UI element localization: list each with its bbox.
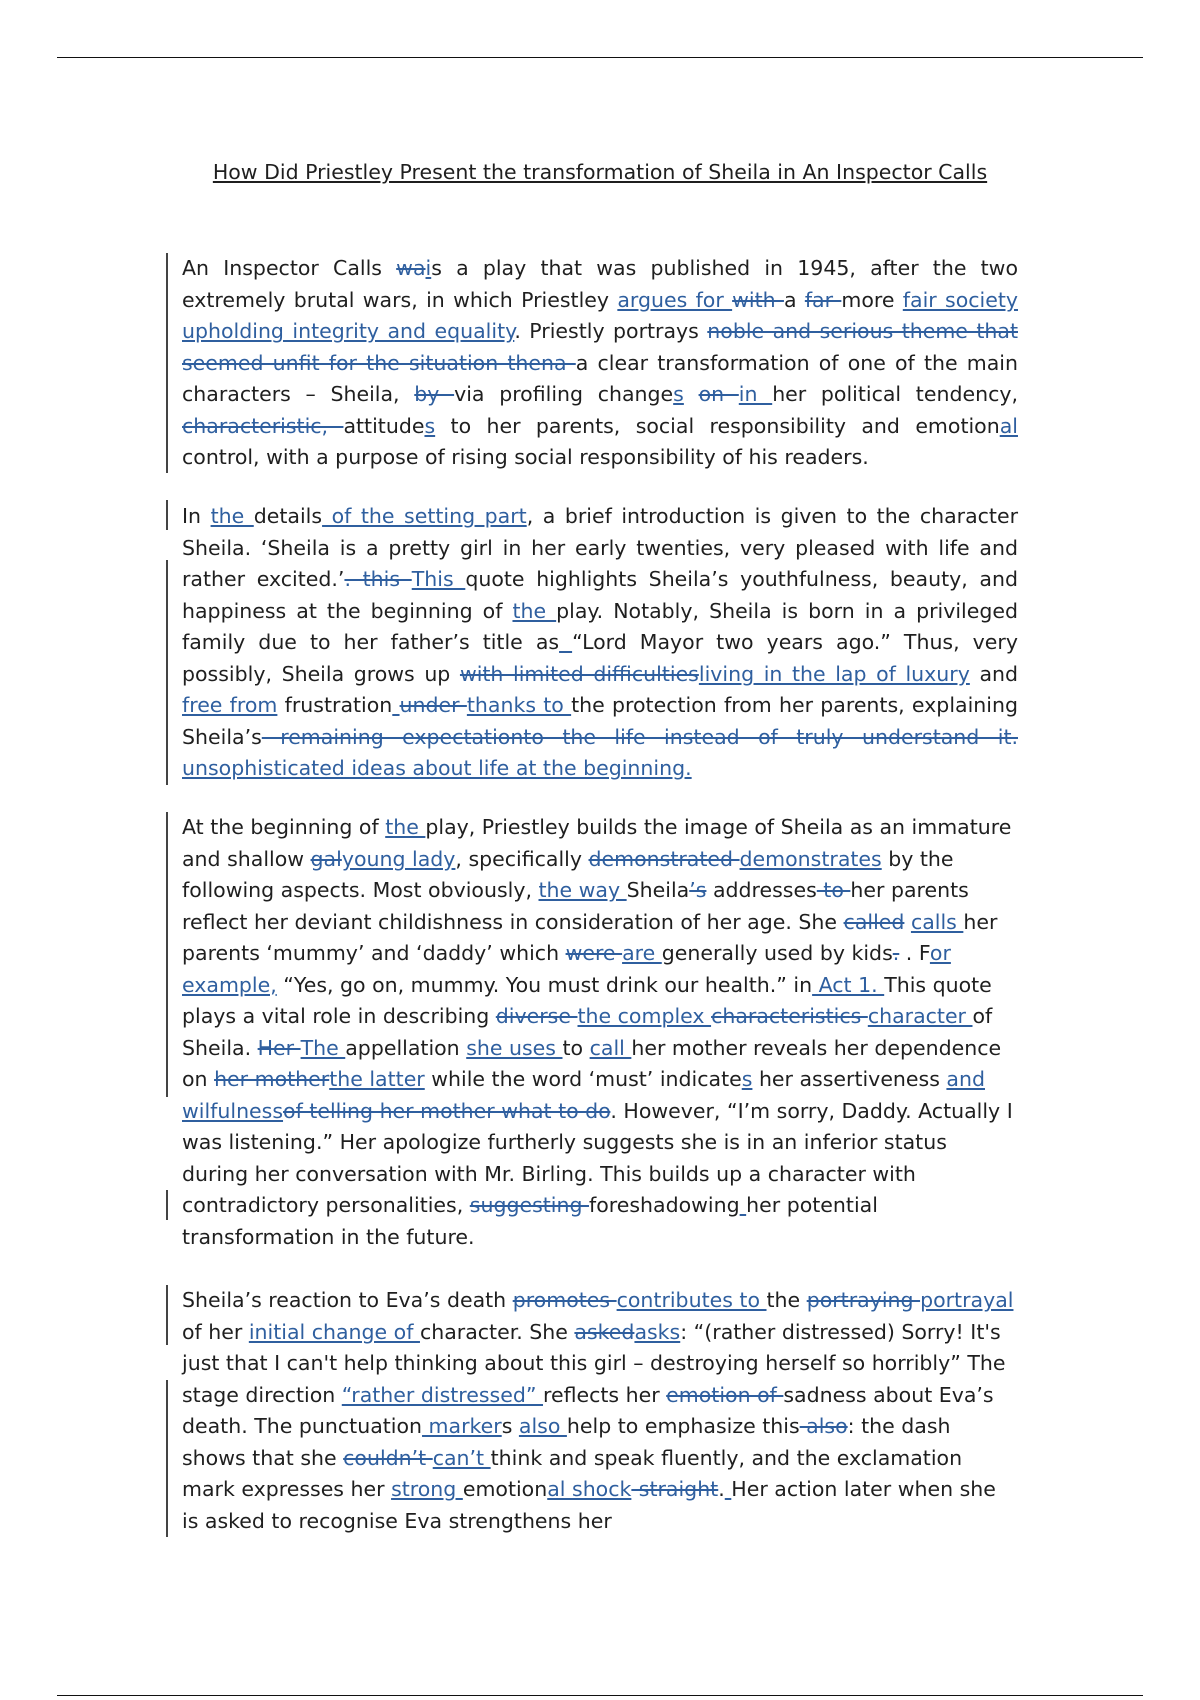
deleted-text: couldn’t [343,1445,433,1470]
paragraph-reaction: Sheila’s reaction to Eva’s death promotes contributes to the portraying portrayal of her initial change of character. She askedasks: “(rather distressed) Sorry! It's just that I can't help thinking about this girl – destroying herself so horribly” The stage direction “rather distressed” reflects her emotion of sadness about Eva’s death. The punctuation markers also help to emphasize this also: the dash shows that she couldn’t can’t think and speak fluently, and the exclamation mark expresses her strong emotional shock-straight. Her action later when she is asked to recognise Eva strengthens her [182,1288,1014,1533]
inserted-text: s [673,382,684,406]
change-bar [166,500,168,530]
inserted-text: can’t [432,1445,491,1470]
inserted-text: “rather distressed” [341,1382,543,1407]
inserted-text: the [512,598,557,623]
inserted-text: The [300,1035,346,1060]
inserted-text: the complex [577,1004,712,1028]
inserted-text: argues for [617,287,733,312]
header-rule [57,57,1143,58]
change-bar [166,253,168,473]
inserted-text: strong [391,1477,463,1501]
inserted-text: s [741,1067,753,1091]
deleted-text: emotion of [666,1382,784,1407]
deleted-text: also [799,1414,848,1438]
deleted-text: demonstrated [588,846,740,871]
document-title: How Did Priestley Present the transformation of Sheila in An Inspector Calls [212,160,988,184]
deleted-text: noble and serious theme that seemed unfit for the situation thena [182,319,1018,375]
inserted-text: or example, [182,941,951,997]
deleted-text: . this [344,567,412,591]
deleted-text: to [816,878,851,902]
change-bar [166,560,168,785]
paragraph-intro: An Inspector Calls wais a play that was published in 1945, after the two extremely brutal wars, in which Priestley argues for with a far more fair society upholding integrity and equality. Priestly portrays noble and serious theme that seemed unfit for the situation thena a clear transformation of one of the main characters – Sheila, by via profiling changes on in her political tendency, characteristic, attitudes to her parents, social responsibility and emotional control, with a purpose of rising social responsibility of his readers. [182,256,1018,469]
deleted-text: ’s [689,878,707,902]
deleted-text: characteristics [711,1004,868,1028]
deleted-text: Her [257,1035,301,1060]
footer-rule [57,1695,1143,1696]
inserted-text [559,630,572,654]
inserted-text: al shock [547,1477,632,1501]
inserted-text: the way [538,878,627,902]
deleted-text: -straight [631,1477,719,1501]
inserted-text: s [424,413,436,438]
deleted-text: portraying [806,1288,921,1312]
inserted-text: free from [182,693,278,717]
inserted-text: of the setting part [322,504,527,528]
inserted-text: portrayal [920,1288,1014,1312]
inserted-text: thanks to [466,693,572,717]
deleted-text: asked [574,1319,635,1344]
inserted-text: asks [634,1319,681,1344]
change-bar [166,1285,168,1345]
inserted-text: she uses [466,1035,563,1060]
inserted-text: demonstrates [739,846,882,871]
inserted-text: fair society upholding integrity and equality [182,287,1018,343]
paragraph-beginning: At the beginning of the play, Priestley builds the image of Sheila as an immature and shallow galyoung lady, specifically demonstrated demonstrates by the following aspects. Most obviously, the way Sheila’s addresses to her parents reflect her deviant childishness in consideration of her age. She called calls her parents ‘mummy’ and ‘daddy’ which were are generally used by kids. . For example, “Yes, go on, mummy. You must drink our health.” in Act 1. This quote plays a vital role in describing diverse the complex characteristics character of Sheila. Her The appellation she uses to call her mother reveals her dependence on her motherthe latter while the word ‘must’ indicates her assertiveness and wilfulnessof telling her mother what to do. However, “I’m sorry, Daddy. Actually I was listening.” Her apologize furtherly suggests she is in an inferior status during her conversation with Mr. Birling. This builds up a character with contradictory personalities, suggesting foreshadowing her potential transformation in the future. [182,815,1013,1249]
deleted-text: called [843,909,905,934]
deleted-text: her mother [214,1067,330,1091]
deleted-text: promotes [512,1288,617,1312]
inserted-text: call [589,1035,632,1060]
change-bar [166,812,168,1097]
inserted-text: are [622,941,662,965]
deleted-text: wa [396,256,426,280]
deleted-text: with limited difficulties [459,661,699,686]
inserted-text [392,693,399,717]
deleted-text: . [892,941,900,965]
inserted-text: This [411,567,466,591]
deleted-text: diverse [495,1004,578,1028]
inserted-text: i [425,256,432,280]
inserted-text: in [738,382,773,406]
inserted-text: unsophisticated ideas about life at the beginning. [182,756,692,780]
deleted-text: remaining expectationto the life instead of truly understand it. [261,724,1018,749]
deleted-text: of telling her mother what to do [283,1098,611,1123]
deleted-text: far [804,287,842,312]
inserted-text: the latter [329,1067,425,1091]
inserted-text: the [385,815,426,839]
deleted-text: by [414,382,455,406]
inserted-text: calls [910,909,964,934]
inserted-text: Act 1. [812,972,885,997]
inserted-text: marker [422,1414,502,1438]
inserted-text: character [867,1004,973,1028]
deleted-text: with [732,287,784,312]
change-bar [166,1190,168,1220]
inserted-text: also [518,1414,567,1438]
paragraph-setting: In the details of the setting part, a brief introduction is given to the character Sheila. ‘Sheila is a pretty girl in her early twenties, very pleased with life and rather excited.’. this This quote highlights Sheila’s youthfulness, beauty, and happiness at the beginning of the play. Notably, Sheila is born in a privileged family due to her father’s title as “Lord Mayor two years ago.” Thus, very possibly, Sheila grows up with limited difficultiesliving in the lap of luxury and free from frustration under thanks to the protection from her parents, explaining Sheila’s remaining expectationto the life instead of truly understand it. unsophisticated ideas about life at the beginning. [182,504,1019,780]
change-bar [166,1380,168,1537]
deleted-text: gal [310,846,342,871]
deleted-text: were [565,941,623,965]
inserted-text: contributes to [616,1288,767,1312]
inserted-text: and wilfulness [182,1067,985,1123]
inserted-text: al [999,413,1018,438]
inserted-text: the [210,504,254,528]
deleted-text: under [399,693,467,717]
deleted-text: characteristic, [182,413,344,438]
inserted-text: young lady [341,846,456,871]
deleted-text: on [698,382,739,406]
deleted-text: suggesting [469,1193,590,1217]
inserted-text: initial change of [248,1319,420,1344]
inserted-text: living in the lap of luxury [698,661,970,686]
